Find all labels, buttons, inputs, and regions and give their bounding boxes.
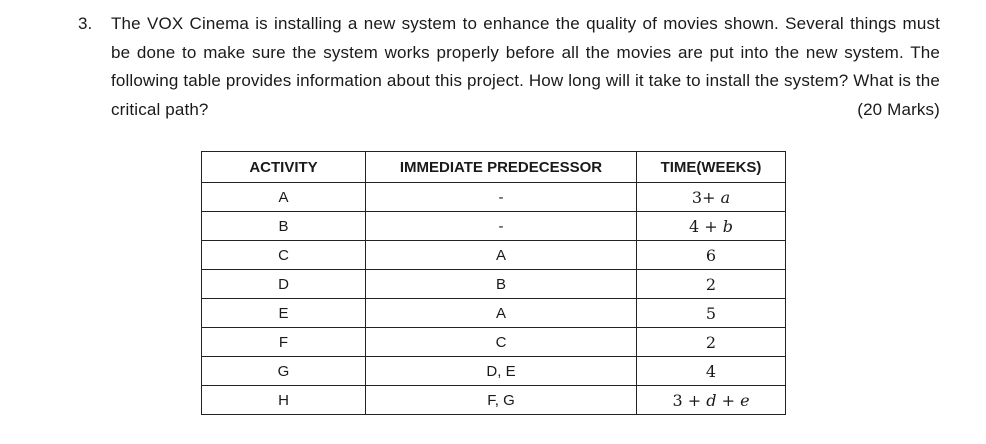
table-row (202, 299, 786, 328)
header-activity: ACTIVITY (202, 152, 366, 183)
activity-cell: G (202, 357, 366, 386)
table-row (202, 328, 786, 357)
question-block (78, 10, 940, 124)
question-number: 3. (78, 14, 93, 33)
time-cell: 2 (637, 270, 786, 299)
table-row (202, 357, 786, 386)
time-cell: 4 + b (637, 212, 786, 241)
activity-cell: F (202, 328, 366, 357)
activity-cell: D (202, 270, 366, 299)
predecessor-cell: - (366, 183, 637, 212)
question-text-block (111, 10, 940, 124)
time-cell: 3+ a (637, 183, 786, 212)
activity-table (201, 151, 786, 415)
table-row (202, 386, 786, 415)
table-row (202, 270, 786, 299)
activity-cell: H (202, 386, 366, 415)
activity-cell: A (202, 183, 366, 212)
header-time-weeks: TIME(WEEKS) (637, 152, 786, 183)
time-cell: 5 (637, 299, 786, 328)
activity-cell: E (202, 299, 366, 328)
table-row (202, 212, 786, 241)
predecessor-cell: A (366, 299, 637, 328)
time-cell: 2 (637, 328, 786, 357)
table-row (202, 183, 786, 212)
question-text: The VOX Cinema is installing a new system to enhance the quality of movies shown. Several things must be done to make sure the system works properly before all the movies are put into the new system. The following table provides information about this project. How long will it take to install the system? What is the critical path? (111, 14, 940, 119)
predecessor-cell: B (366, 270, 637, 299)
table-header-row (202, 152, 786, 183)
predecessor-cell: D, E (366, 357, 637, 386)
predecessor-cell: - (366, 212, 637, 241)
question-marks: (20 Marks) (857, 99, 940, 119)
header-immediate-predecessor: IMMEDIATE PREDECESSOR (366, 152, 637, 183)
activity-cell: B (202, 212, 366, 241)
predecessor-cell: C (366, 328, 637, 357)
time-cell: 6 (637, 241, 786, 270)
table-row (202, 241, 786, 270)
activity-cell: C (202, 241, 366, 270)
time-cell: 3 + d + e (637, 386, 786, 415)
predecessor-cell: F, G (366, 386, 637, 415)
predecessor-cell: A (366, 241, 637, 270)
time-cell: 4 (637, 357, 786, 386)
